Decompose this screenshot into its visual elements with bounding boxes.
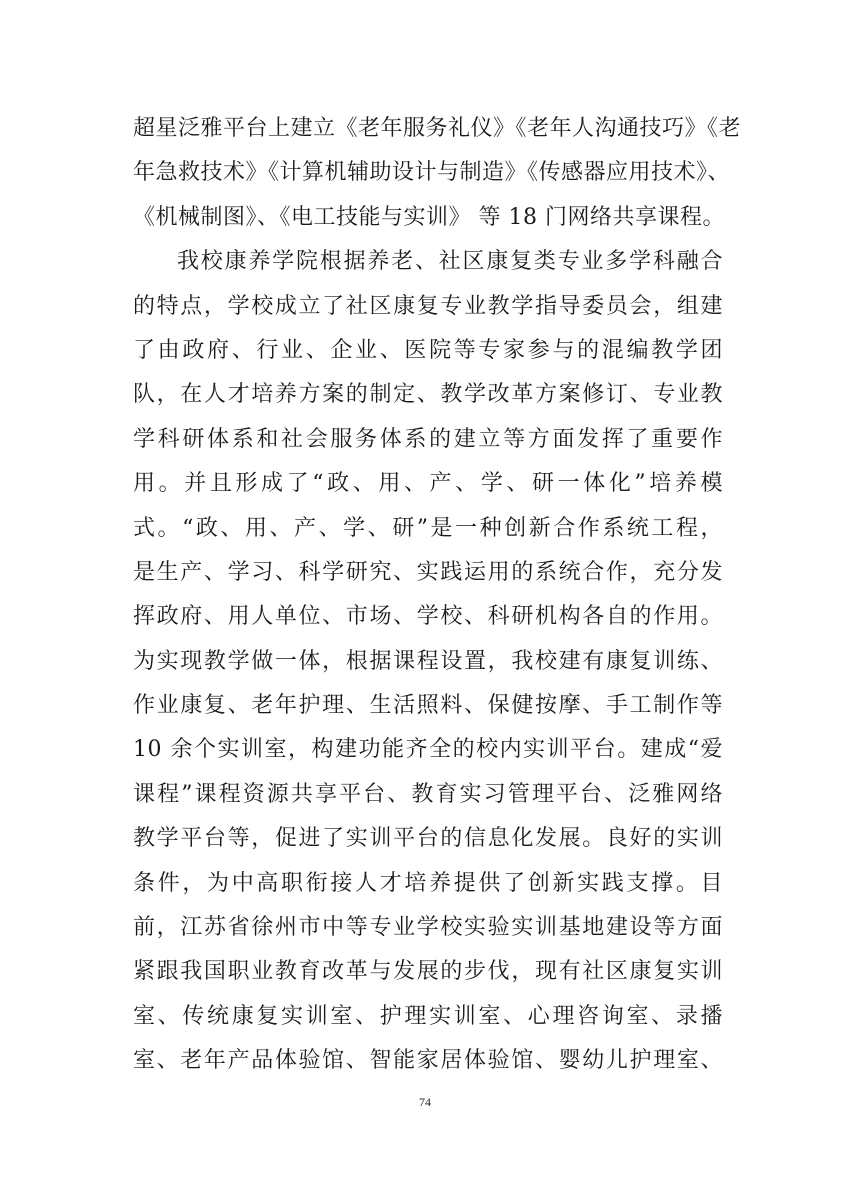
page-number: 74	[419, 1095, 431, 1109]
text-line: 学科研体系和社会服务体系的建立等方面发挥了重要作	[133, 426, 723, 452]
paragraph-first-line: 我校康养学院根据养老、社区康复类专业多学科融合	[177, 249, 723, 275]
text-line: 为实现教学做一体，根据课程设置，我校建有康复训练、	[133, 648, 723, 674]
text-line: 式。“政、用、产、学、研”是一种创新合作系统工程，	[133, 515, 723, 541]
text-line: 了由政府、行业、企业、医院等专家参与的混编教学团	[133, 337, 723, 363]
text-line: 作业康复、老年护理、生活照料、保健按摩、手工制作等	[133, 693, 723, 719]
text-line: 是生产、学习、科学研究、实践运用的系统合作，充分发	[133, 559, 723, 585]
text-line: 的特点，学校成立了社区康复专业教学指导委员会，组建	[133, 293, 723, 319]
text-line: 队，在人才培养方案的制定、教学改革方案修订、专业教	[133, 382, 723, 408]
text-line: 室、老年产品体验馆、智能家居体验馆、婴幼儿护理室、	[133, 1048, 723, 1074]
text-line: 教学平台等，促进了实训平台的信息化发展。良好的实训	[133, 826, 723, 852]
text-line: 室、传统康复实训室、护理实训室、心理咨询室、录播	[133, 1003, 723, 1029]
body-text	[133, 107, 742, 1084]
text-line: 年急救技术》《计算机辅助设计与制造》《传感器应用技术》、	[133, 160, 731, 186]
text-line: 挥政府、用人单位、市场、学校、科研机构各自的作用。	[133, 604, 723, 630]
text-line: 10 余个实训室，构建功能齐全的校内实训平台。建成“爱	[133, 737, 723, 763]
text-line: 条件，为中高职衔接人才培养提供了创新实践支撑。目	[133, 870, 723, 896]
text-line: 超星泛雅平台上建立《老年服务礼仪》《老年人沟通技巧》《老	[133, 116, 742, 141]
text-line: 《机械制图》、《电工技能与实训》 等 18 门网络共享课程。	[133, 204, 725, 230]
text-line: 前，江苏省徐州市中等专业学校实验实训基地建设等方面	[133, 915, 723, 941]
text-line: 课程”课程资源共享平台、教育实习管理平台、泛雅网络	[133, 781, 723, 807]
text-line: 紧跟我国职业教育改革与发展的步伐，现有社区康复实训	[133, 959, 723, 985]
text-line: 用。并且形成了“政、用、产、学、研一体化”培养模	[133, 471, 723, 497]
